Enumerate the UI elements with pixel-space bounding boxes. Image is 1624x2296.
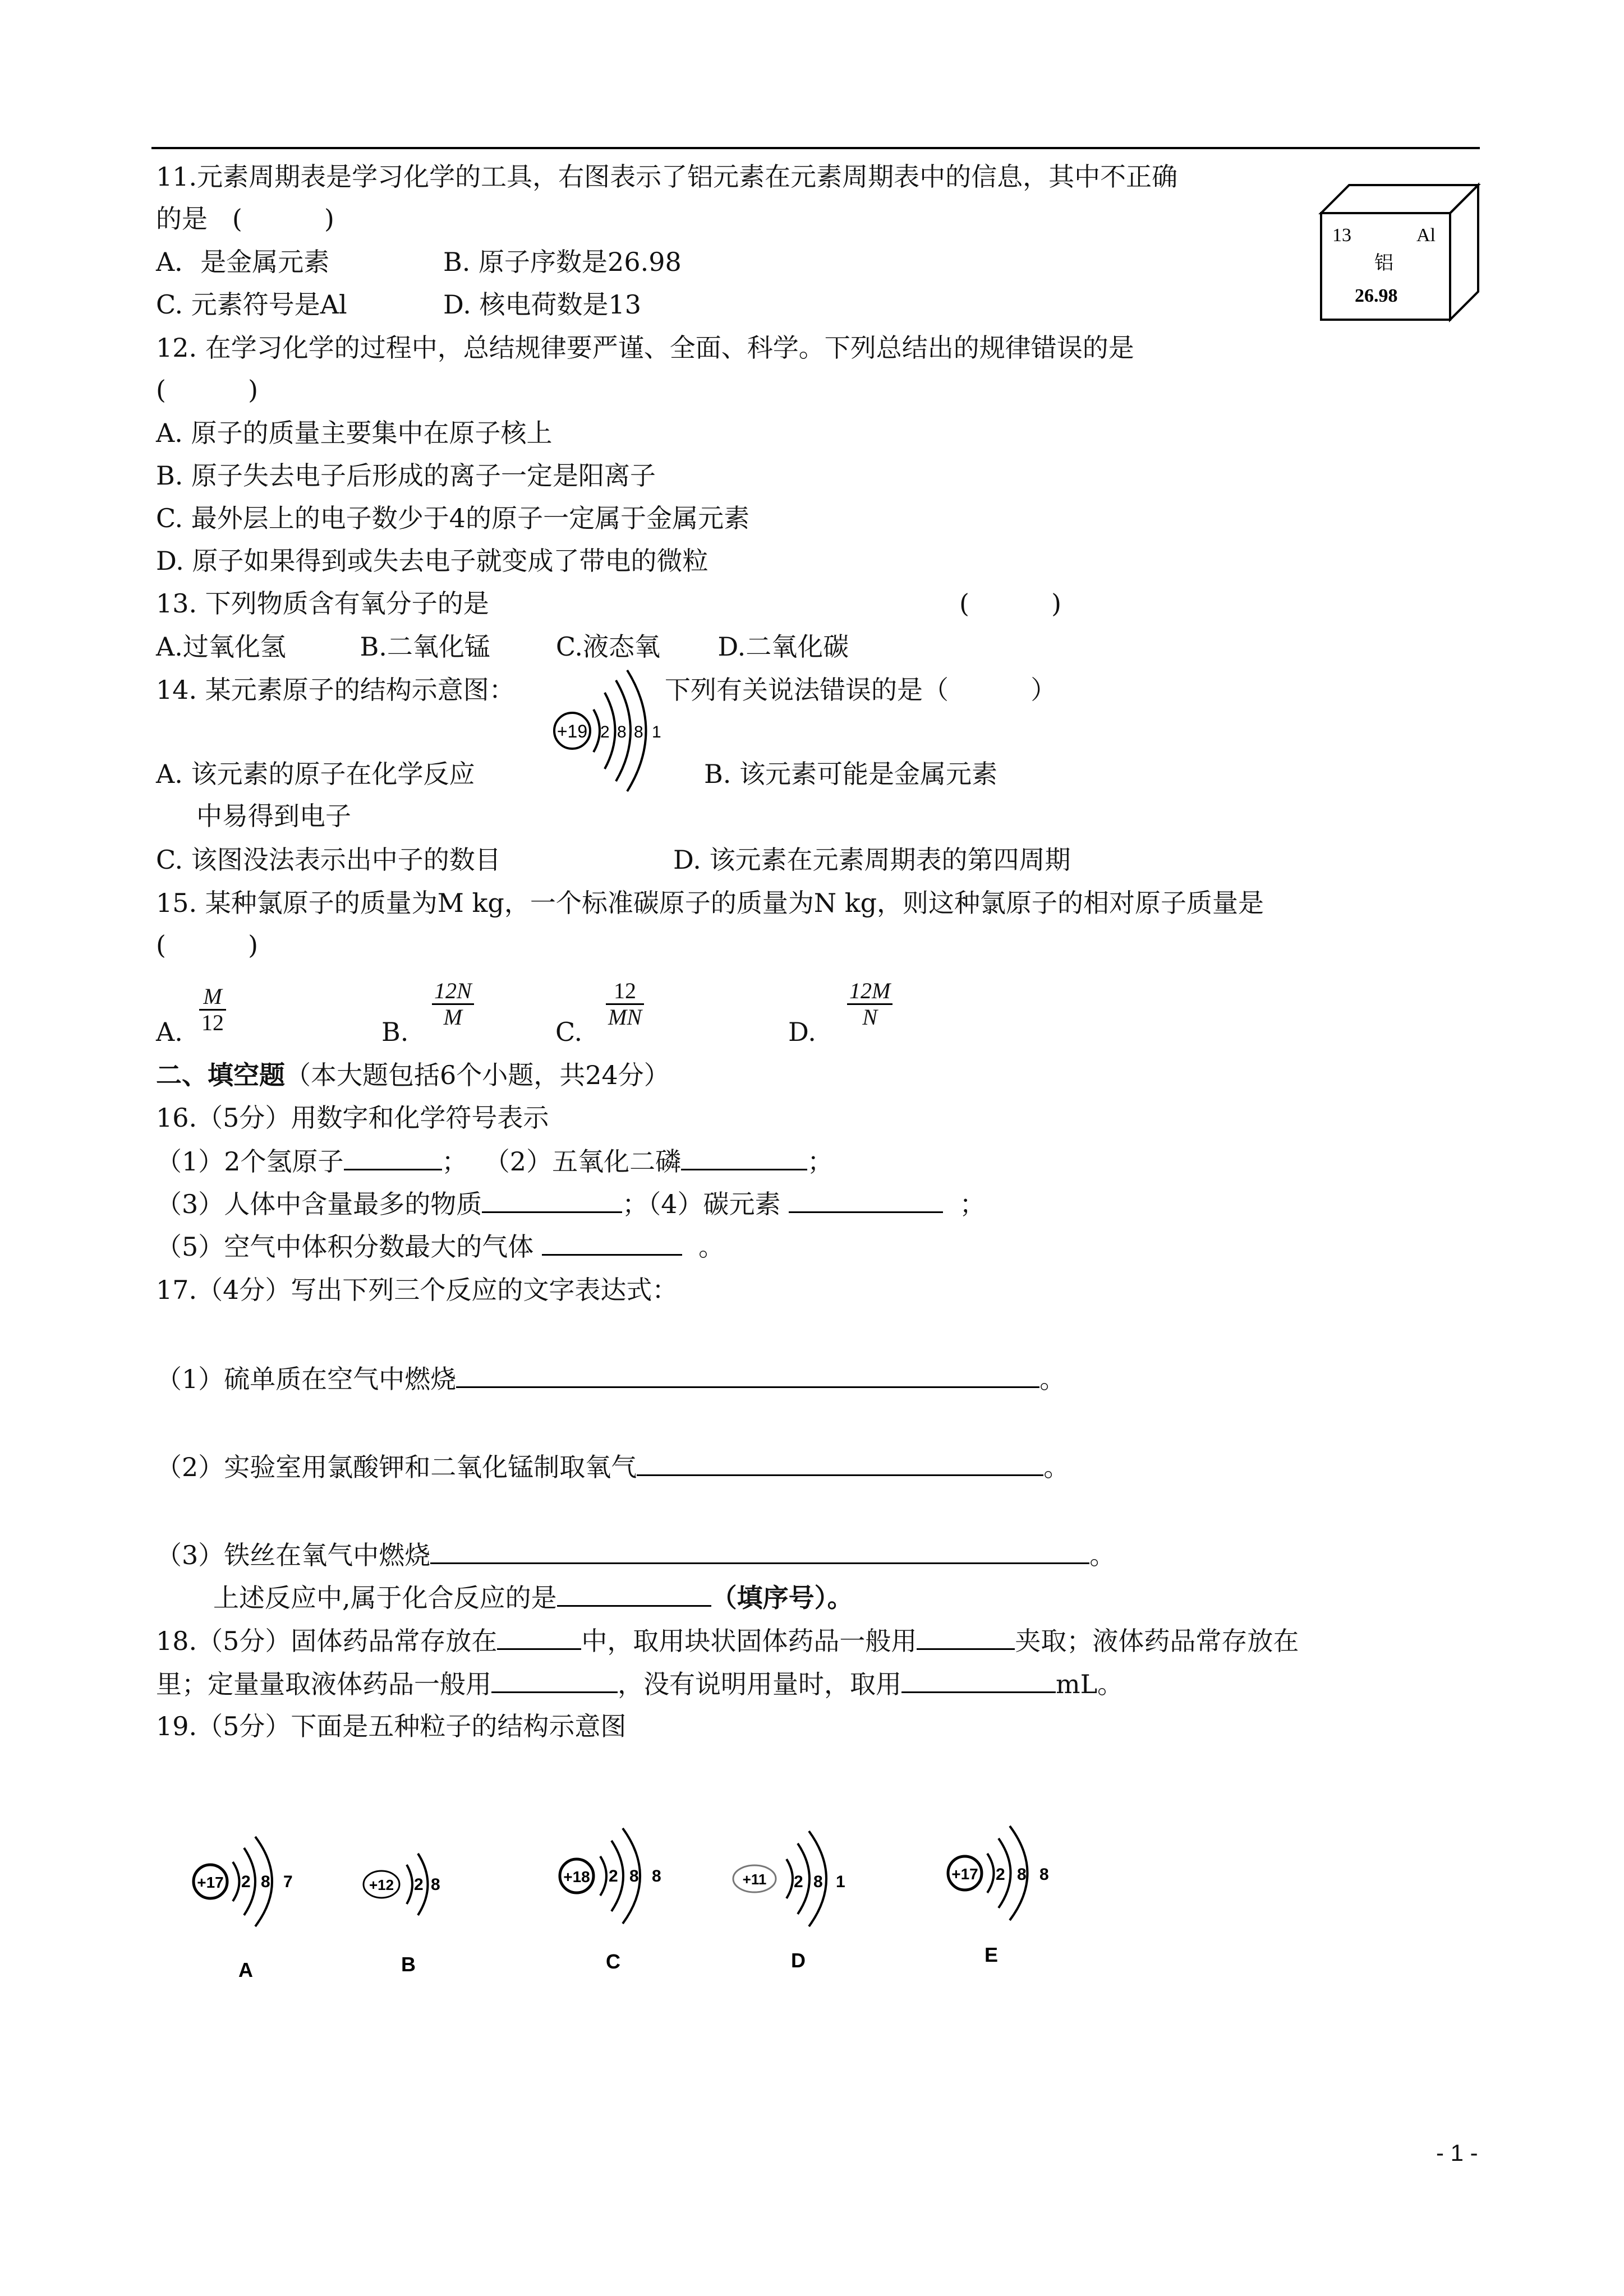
q16-blank-2[interactable] xyxy=(681,1144,807,1170)
q17-row-2 xyxy=(156,1450,1069,1484)
q17-reaction-2: （2）实验室用氯酸钾和二氧化锰制取氧气 xyxy=(156,1452,637,1482)
q16-item-2: （2）五氧化二磷 xyxy=(484,1146,682,1177)
q16-stem: 16.（5分）用数字和化学符号表示 xyxy=(156,1103,549,1133)
particle-d-label: D xyxy=(791,1949,806,1972)
q18-part-1: 18.（5分）固体药品常存放在 xyxy=(156,1626,498,1656)
fraction-a-numerator: M xyxy=(199,984,226,1011)
section-2-title: 二、填空题 xyxy=(156,1060,285,1090)
particle-e-shell-2: 8 xyxy=(1017,1865,1027,1884)
particle-a-shell-1: 2 xyxy=(241,1873,251,1891)
q16-blank-4[interactable] xyxy=(789,1187,943,1213)
q14-shell-2: 8 xyxy=(617,723,627,741)
q13-options: A.过氧化氢 B.二氧化锰 C.液态氧 D.二氧化碳 xyxy=(156,631,849,662)
q12-stem-cont: ( ) xyxy=(156,375,259,405)
q16-item-4: （4）碳元素 xyxy=(648,1189,781,1219)
q18-part-3: 夹取；液体药品常存放在 xyxy=(1015,1626,1299,1656)
particle-a-label: A xyxy=(238,1958,253,1981)
q17-period-2: 。 xyxy=(1043,1452,1070,1482)
particle-c-shell-1: 2 xyxy=(609,1867,618,1885)
q17-reaction-3: （3）铁丝在氧气中燃烧 xyxy=(156,1540,431,1570)
particle-c-shell-2: 8 xyxy=(629,1867,639,1885)
q15-label-d: D. xyxy=(788,1017,816,1047)
q15-label-c: C. xyxy=(555,1017,583,1047)
header-rule xyxy=(151,147,1480,149)
particle-c-nucleus: +18 xyxy=(563,1868,590,1885)
q18-blank-4[interactable] xyxy=(901,1667,1056,1693)
q15-stem: 15. 某种氯原子的质量为M kg，一个标准碳原子的质量为N kg，则这种氯原子的相对原子质量是 xyxy=(156,888,1264,918)
fraction-c-denominator: MN xyxy=(608,1004,642,1030)
q16-period: 。 xyxy=(698,1232,725,1262)
section-2-note: （本大题包括6个小题，共24分） xyxy=(285,1060,670,1090)
q11-stem-cont: 的是 ( ) xyxy=(156,204,334,234)
q17-blank-1[interactable] xyxy=(456,1362,1039,1388)
q17-stem: 17.（4分）写出下列三个反应的文字表达式： xyxy=(156,1275,678,1305)
q11-option-b: B. 原子序数是26.98 xyxy=(443,247,682,277)
q17-period-3: 。 xyxy=(1089,1540,1116,1570)
particle-a-shell-3: 7 xyxy=(283,1873,293,1891)
q15-label-b: B. xyxy=(381,1017,409,1047)
particle-b-nucleus: +12 xyxy=(369,1877,394,1893)
q14-shell-4: 1 xyxy=(652,723,661,741)
particle-b-shell-1: 2 xyxy=(414,1875,424,1894)
q14-atom-diagram xyxy=(544,665,673,796)
q11-option-c: C. 元素符号是Al xyxy=(156,289,347,320)
q16-item-5: （5）空气中体积分数最大的气体 xyxy=(156,1232,534,1262)
particle-e-shell-3: 8 xyxy=(1039,1865,1049,1884)
q17-row-3 xyxy=(156,1538,1115,1572)
q15-fraction-a xyxy=(199,984,226,1035)
q17-blank-summary[interactable] xyxy=(557,1580,711,1607)
fraction-b-denominator: M xyxy=(443,1004,462,1030)
q14-stem: 14. 某元素原子的结构示意图： xyxy=(156,675,515,705)
fraction-c-numerator: 12 xyxy=(606,979,644,1005)
q17-period-1: 。 xyxy=(1039,1364,1066,1394)
q14-option-d: D. 该元素在元素周期表的第四周期 xyxy=(673,845,1071,875)
page-number: - 1 - xyxy=(1436,2140,1478,2166)
q16-item-3: （3）人体中含量最多的物质 xyxy=(156,1189,482,1219)
particle-e-label: E xyxy=(984,1943,999,1966)
q12-option-c: C. 最外层上的电子数少于4的原子一定属于金属元素 xyxy=(156,503,750,533)
q16-row-3 xyxy=(156,1229,724,1264)
q18-blank-3[interactable] xyxy=(491,1667,618,1693)
tile-symbol: Al xyxy=(1416,225,1436,246)
fraction-d-numerator: 12M xyxy=(847,979,892,1005)
q16-semi-2: ； xyxy=(807,1146,834,1177)
q17-row-1 xyxy=(156,1362,1065,1396)
tile-name: 铝 xyxy=(1374,252,1393,274)
particle-c-diagram xyxy=(544,1806,690,1980)
particle-a-diagram xyxy=(180,1823,325,1985)
particle-d-shell-3: 1 xyxy=(836,1873,845,1891)
q14-option-a: A. 该元素的原子在化学反应 xyxy=(156,759,475,789)
particle-b-label: B xyxy=(401,1953,416,1976)
q16-row-1 xyxy=(156,1144,833,1178)
q18-row-2 xyxy=(156,1667,1123,1701)
q17-summary-row xyxy=(213,1580,853,1615)
q11-option-a: A．是金属元素 xyxy=(156,247,330,277)
fraction-a-denominator: 12 xyxy=(201,1010,224,1035)
aluminum-periodic-tile xyxy=(1315,174,1484,325)
q16-semi-3: ； xyxy=(622,1189,648,1219)
q17-summary: 上述反应中,属于化合反应的是 xyxy=(213,1583,557,1613)
q17-blank-3[interactable] xyxy=(430,1538,1089,1564)
q18-part-2: 中，取用块状固体药品一般用 xyxy=(581,1626,917,1656)
particle-d-shell-2: 8 xyxy=(813,1873,823,1891)
q14-option-c: C. 该图没法表示出中子的数目 xyxy=(156,845,501,875)
q14-option-b: B. 该元素可能是金属元素 xyxy=(704,759,998,789)
q16-semi-1: ； xyxy=(441,1146,468,1177)
q12-stem: 12. 在学习化学的过程中，总结规律要严谨、全面、科学。下列总结出的规律错误的是 xyxy=(156,333,1134,363)
q11-option-d: D. 核电荷数是13 xyxy=(443,289,642,320)
q17-reaction-1: （1）硫单质在空气中燃烧 xyxy=(156,1364,457,1394)
q19-stem: 19.（5分）下面是五种粒子的结构示意图 xyxy=(156,1711,627,1741)
q15-stem-cont: ( ) xyxy=(156,930,259,960)
q14-option-a-cont: 中易得到电子 xyxy=(196,801,351,831)
particle-d-diagram xyxy=(724,1809,869,1977)
q13-answer-paren: ( ) xyxy=(959,588,1062,619)
q12-option-a: A. 原子的质量主要集中在原子核上 xyxy=(156,418,553,448)
tile-atomic-number: 13 xyxy=(1332,225,1351,246)
particle-b-diagram xyxy=(353,1823,477,1985)
q15-fraction-b xyxy=(432,979,474,1030)
q12-option-d: D. 原子如果得到或失去电子就变成了带电的微粒 xyxy=(156,546,709,576)
q14-nucleus-charge: +19 xyxy=(556,721,588,741)
q15-fraction-c xyxy=(606,979,644,1030)
q11-stem: 11.元素周期表是学习化学的工具，右图表示了铝元素在元素周期表中的信息，其中不正确 xyxy=(156,162,1178,192)
q18-blank-2[interactable] xyxy=(917,1624,1015,1650)
particle-e-diagram xyxy=(934,1806,1080,1974)
q15-label-a: A. xyxy=(156,1017,183,1047)
section-2-heading xyxy=(156,1058,670,1092)
q16-row-2 xyxy=(156,1187,985,1221)
fraction-d-denominator: N xyxy=(862,1004,877,1030)
q14-shell-3: 8 xyxy=(634,723,643,741)
q17-summary-end: （填序号）。 xyxy=(711,1583,853,1613)
fraction-b-numerator: 12N xyxy=(432,979,474,1005)
q16-blank-5[interactable] xyxy=(542,1229,682,1256)
q16-semi-4: ； xyxy=(959,1189,986,1219)
particle-e-nucleus: +17 xyxy=(951,1865,978,1883)
q12-option-b: B. 原子失去电子后形成的离子一定是阳离子 xyxy=(156,460,656,491)
particle-b-shell-2: 8 xyxy=(431,1875,440,1894)
q17-blank-2[interactable] xyxy=(637,1450,1043,1476)
particle-a-nucleus: +17 xyxy=(197,1874,224,1891)
particle-c-label: C xyxy=(606,1950,620,1973)
particle-d-nucleus: +11 xyxy=(742,1871,767,1888)
q18-part-5: ，没有说明用量时，取用 xyxy=(618,1669,901,1699)
q16-item-1: （1）2个氢原子 xyxy=(156,1146,344,1177)
q14-shell-1: 2 xyxy=(600,723,610,741)
q18-part-6: mL。 xyxy=(1056,1669,1124,1699)
q18-blank-1[interactable] xyxy=(497,1624,581,1650)
particle-d-shell-1: 2 xyxy=(794,1873,803,1891)
q18-row-1 xyxy=(156,1624,1299,1658)
tile-mass: 26.98 xyxy=(1355,285,1398,306)
particle-a-shell-2: 8 xyxy=(261,1873,270,1891)
q14-stem-cont: 下列有关说法错误的是（ ） xyxy=(665,675,1057,705)
particle-c-shell-3: 8 xyxy=(652,1867,661,1885)
q13-stem: 13. 下列物质含有氧分子的是 xyxy=(156,588,489,619)
particle-e-shell-1: 2 xyxy=(996,1865,1005,1884)
q18-part-4: 里；定量量取液体药品一般用 xyxy=(156,1669,491,1699)
q15-fraction-d xyxy=(847,979,892,1030)
q16-blank-1[interactable] xyxy=(344,1144,442,1170)
q16-blank-3[interactable] xyxy=(482,1187,622,1213)
